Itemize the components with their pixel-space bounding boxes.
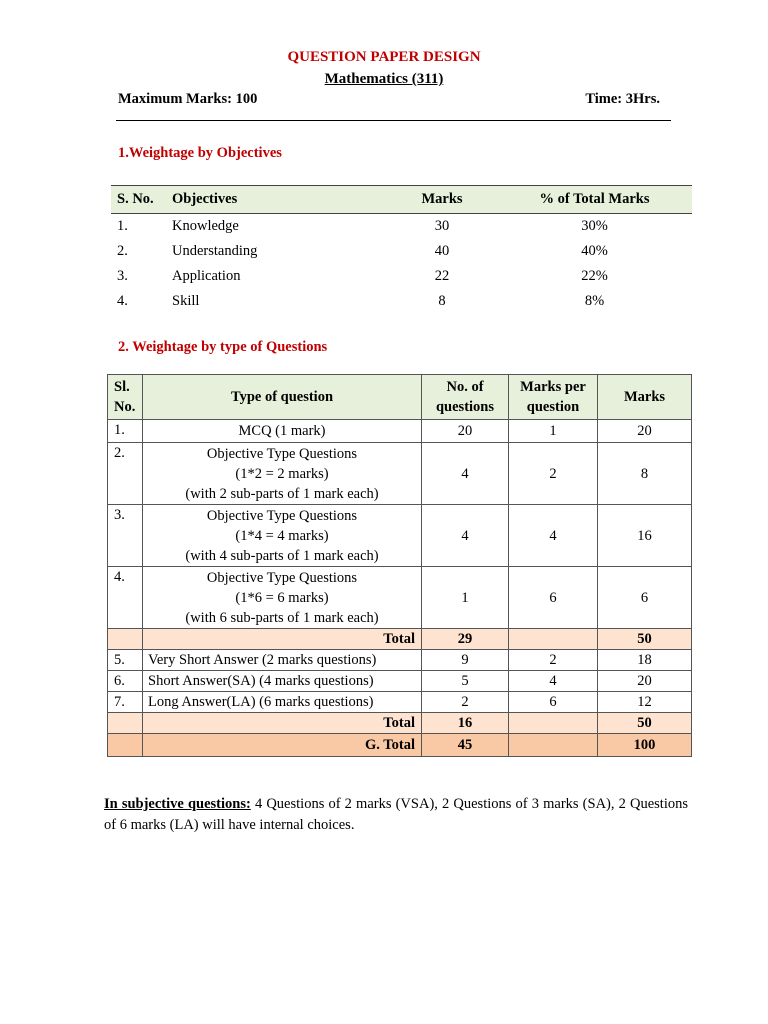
row-sno: 1. xyxy=(117,218,128,234)
col-marks-per-question: Marks per question xyxy=(509,375,598,420)
row-marks: 12 xyxy=(598,692,692,713)
subject-title xyxy=(0,71,768,88)
row-num-questions: 4 xyxy=(422,443,509,505)
row-marks-per-question: 6 xyxy=(509,692,598,713)
type-line: (with 2 sub-parts of 1 mark each) xyxy=(185,485,379,502)
note-lead: In subjective questions: xyxy=(104,796,251,812)
total-num-questions: 29 xyxy=(422,629,509,650)
question-type-row xyxy=(108,692,692,713)
question-types-table xyxy=(107,374,692,757)
row-num-questions: 1 xyxy=(422,567,509,629)
subjective-total-row xyxy=(108,713,692,734)
question-types-header-row xyxy=(108,375,692,420)
question-type-row xyxy=(108,671,692,692)
total-num-questions: 45 xyxy=(422,734,509,757)
row-num-questions: 4 xyxy=(422,505,509,567)
row-num-questions: 20 xyxy=(422,420,509,443)
type-line: (1*2 = 2 marks) xyxy=(235,465,329,482)
row-slno: 6. xyxy=(108,671,143,692)
col-marks: Marks xyxy=(387,186,497,214)
type-line: Objective Type Questions xyxy=(206,507,358,524)
col-slno: Sl. No. xyxy=(108,375,143,420)
col-objectives: Objectives xyxy=(172,186,387,214)
type-line: Objective Type Questions xyxy=(206,445,358,462)
row-marks-per-question: 4 xyxy=(509,505,598,567)
total-blank xyxy=(108,713,143,734)
question-type-row xyxy=(108,443,692,505)
objective-row xyxy=(111,289,692,314)
type-line: MCQ (1 mark) xyxy=(238,423,326,439)
row-sno: 4. xyxy=(117,293,128,309)
row-percent: 22% xyxy=(581,268,608,284)
time-allowed: Time: 3Hrs. xyxy=(585,91,660,107)
row-marks-per-question: 6 xyxy=(509,567,598,629)
row-percent: 8% xyxy=(584,293,605,309)
row-marks-per-question: 1 xyxy=(509,420,598,443)
row-marks: 30 xyxy=(434,218,450,234)
row-marks: 16 xyxy=(598,505,692,567)
row-num-questions: 2 xyxy=(422,692,509,713)
row-sno: 3. xyxy=(117,268,128,284)
total-blank xyxy=(509,734,598,757)
page-title: QUESTION PAPER DESIGN xyxy=(287,49,481,65)
objective-row xyxy=(111,239,692,264)
row-slno: 2. xyxy=(108,443,143,505)
row-marks: 20 xyxy=(598,671,692,692)
row-marks: 22 xyxy=(434,268,450,284)
question-type-row xyxy=(108,505,692,567)
section1-heading: 1.Weightage by Objectives xyxy=(118,145,282,161)
row-marks-per-question: 2 xyxy=(509,650,598,671)
row-marks: 8 xyxy=(438,293,446,309)
question-type-row xyxy=(108,650,692,671)
row-type xyxy=(143,443,422,505)
row-slno: 4. xyxy=(108,567,143,629)
col-sno: S. No. xyxy=(111,186,172,214)
total-marks: 50 xyxy=(598,629,692,650)
total-label: G. Total xyxy=(143,734,422,757)
row-objective: Skill xyxy=(172,293,200,309)
row-objective: Application xyxy=(172,268,241,284)
type-line: (1*6 = 6 marks) xyxy=(235,589,329,606)
total-marks: 100 xyxy=(598,734,692,757)
row-sno: 2. xyxy=(117,243,128,259)
type-line: (1*4 = 4 marks) xyxy=(235,527,329,544)
total-blank xyxy=(108,734,143,757)
col-total-marks: Marks xyxy=(598,375,692,420)
row-num-questions: 9 xyxy=(422,650,509,671)
row-slno: 7. xyxy=(108,692,143,713)
total-blank xyxy=(509,713,598,734)
row-marks: 8 xyxy=(598,443,692,505)
total-blank xyxy=(108,629,143,650)
total-label: Total xyxy=(143,629,422,650)
type-line: (with 4 sub-parts of 1 mark each) xyxy=(185,547,379,564)
row-objective: Knowledge xyxy=(172,218,239,234)
subjective-note xyxy=(104,794,688,836)
type-line: (with 6 sub-parts of 1 mark each) xyxy=(185,609,379,626)
header-divider xyxy=(116,120,671,121)
row-type: Long Answer(LA) (6 marks questions) xyxy=(143,692,422,713)
row-marks: 6 xyxy=(598,567,692,629)
col-type: Type of question xyxy=(143,375,422,420)
row-marks: 40 xyxy=(434,243,450,259)
total-label: Total xyxy=(143,713,422,734)
row-num-questions: 5 xyxy=(422,671,509,692)
maximum-marks: Maximum Marks: 100 xyxy=(118,91,258,107)
row-type xyxy=(143,420,422,443)
row-objective: Understanding xyxy=(172,243,258,259)
subject-text: Mathematics (311) xyxy=(324,71,444,87)
objective-total-row xyxy=(108,629,692,650)
total-marks: 50 xyxy=(598,713,692,734)
grand-total-row xyxy=(108,734,692,757)
row-type: Short Answer(SA) (4 marks questions) xyxy=(143,671,422,692)
row-percent: 40% xyxy=(581,243,608,259)
row-marks-per-question: 2 xyxy=(509,443,598,505)
row-percent: 30% xyxy=(581,218,608,234)
section2-heading: 2. Weightage by type of Questions xyxy=(118,339,328,355)
note-text: 4 Questions of 2 marks (VSA), 2 Questions of 3 marks (SA), 2 Questions of 6 marks (LA) will have internal choices. xyxy=(104,796,688,833)
objective-row xyxy=(111,264,692,289)
total-blank xyxy=(509,629,598,650)
objective-row xyxy=(111,214,692,240)
objectives-table xyxy=(111,185,692,314)
col-num-questions: No. of questions xyxy=(422,375,509,420)
row-type xyxy=(143,567,422,629)
objectives-header-row xyxy=(111,186,692,214)
col-percent: % of Total Marks xyxy=(497,186,692,214)
question-type-row xyxy=(108,420,692,443)
row-type xyxy=(143,505,422,567)
row-slno: 1. xyxy=(108,420,143,443)
row-marks: 20 xyxy=(598,420,692,443)
total-num-questions: 16 xyxy=(422,713,509,734)
row-marks-per-question: 4 xyxy=(509,671,598,692)
type-line: Objective Type Questions xyxy=(206,569,358,586)
question-type-row xyxy=(108,567,692,629)
row-slno: 3. xyxy=(108,505,143,567)
row-slno: 5. xyxy=(108,650,143,671)
row-type: Very Short Answer (2 marks questions) xyxy=(143,650,422,671)
row-marks: 18 xyxy=(598,650,692,671)
